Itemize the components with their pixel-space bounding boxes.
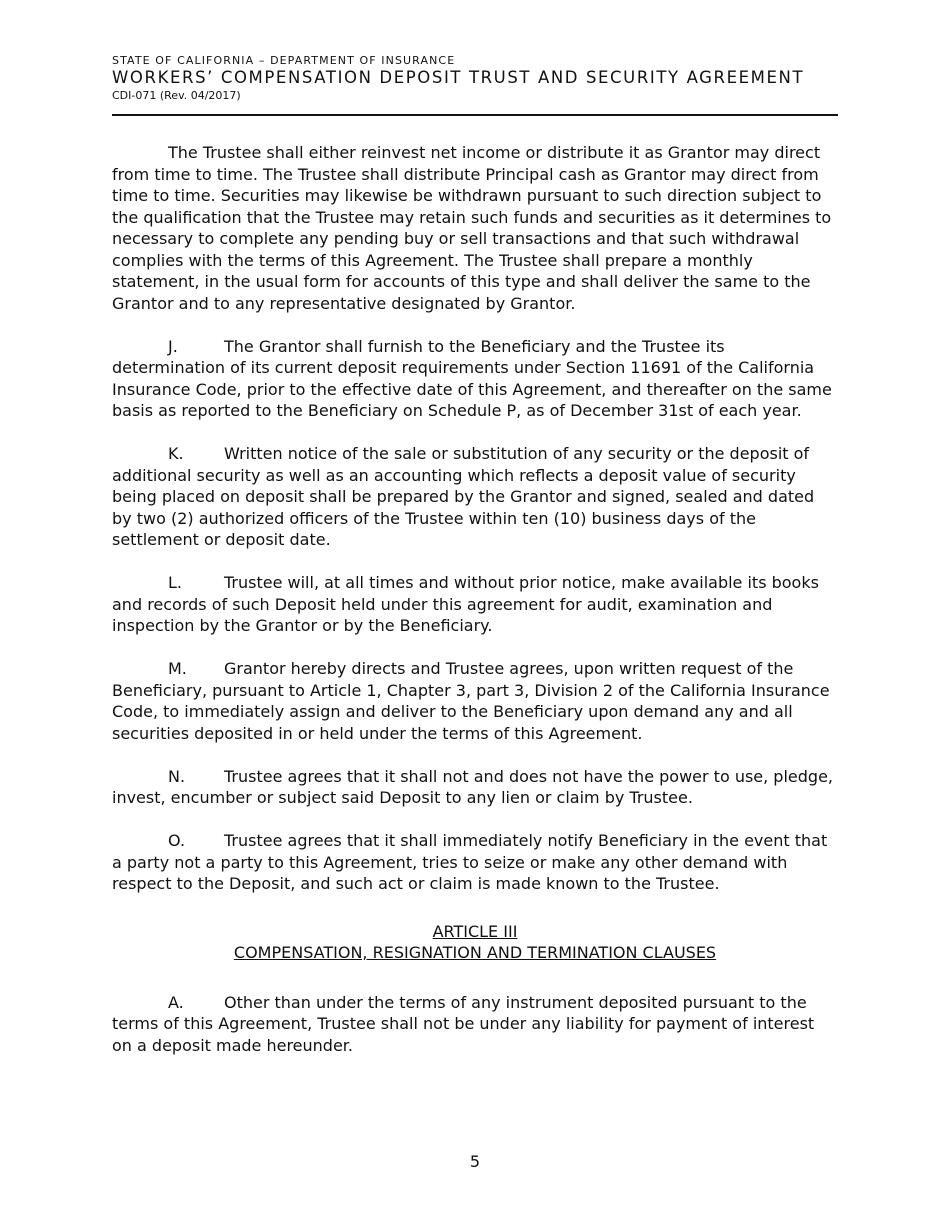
paragraph-n-letter: N. (168, 766, 186, 786)
paragraph-n-text: Trustee agrees that it shall not and does not have the power to use, pledge, invest, encumber or subject said Deposit to any lien or claim by Trustee. (112, 766, 833, 807)
article-paragraph-a-text: Other than under the terms of any instrument deposited pursuant to the terms of this Agreement, Trustee shall not be under any liability for payment of interest on a deposit made hereunder. (112, 992, 815, 1055)
paragraph-o-text: Trustee agrees that it shall immediately notify Beneficiary in the event that a party not a party to this Agreement, tries to seize or make any other demand with respect to the Deposit, and such act or claim is made known to the Trustee. (112, 831, 828, 893)
paragraph-intro (112, 142, 838, 314)
paragraph-l-letter: L. (168, 573, 182, 592)
paragraph-n (112, 766, 838, 809)
paragraph-m-text: Grantor hereby directs and Trustee agrees, upon written request of the Beneficiary, pursuant to Article 1, Chapter 3, part 3, Division 2 of the California Insurance Code, to immediately assign and deliver to the Beneficiary upon demand any and all securities deposited in or held under the terms of this Agreement. (112, 659, 830, 743)
article-paragraph-a-letter: A. (168, 992, 184, 1012)
paragraph-k-text: Written notice of the sale or substitution of any security or the deposit of additional security as well as an accounting which reflects a deposit value of security being placed on deposit shall be prepared by the Grantor and signed, sealed and dated by two (2) authorized officers of the Trustee within ten (10) business days of the settlement or deposit date. (112, 444, 815, 549)
header-divider (112, 114, 838, 116)
form-title: WORKERS’ COMPENSATION DEPOSIT TRUST AND SECURITY AGREEMENT (112, 68, 805, 87)
article-number-heading: ARTICLE III (432, 921, 518, 941)
paragraph-m (112, 658, 838, 744)
paragraph-j-letter: J. (168, 336, 178, 356)
page-number: 5 (469, 1152, 481, 1171)
article-title-heading: COMPENSATION, RESIGNATION AND TERMINATION CLAUSES (233, 943, 717, 962)
paragraph-o-letter: O. (168, 831, 186, 850)
page-header (112, 54, 838, 104)
agency-line: STATE OF CALIFORNIA – DEPARTMENT OF INSURANCE (112, 54, 456, 67)
paragraph-j (112, 336, 838, 422)
paragraph-l-text: Trustee will, at all times and without prior notice, make available its books and records of such Deposit held under this agreement for audit, examination and inspection by the Grantor or by the Beneficiary. (112, 573, 819, 635)
paragraph-intro-text: The Trustee shall either reinvest net income or distribute it as Grantor may direct from time to time. The Trustee shall distribute Principal cash as Grantor may direct from time to time. Securities may likewise be withdrawn pursuant to such direction subject to the qualification that the Trustee may retain such funds and securities as it determines to necessary to complete any pending buy or sell transactions and that such withdrawal complies with the terms of this Agreement. The Trustee shall prepare a monthly statement, in the usual form for accounts of this type and shall deliver the same to the Grantor and to any representative designated by Grantor. (112, 143, 832, 313)
paragraph-m-letter: M. (168, 659, 187, 678)
paragraph-o (112, 830, 838, 895)
paragraph-k-letter: K. (168, 444, 184, 463)
paragraph-k (112, 443, 838, 551)
article-paragraph-a (112, 992, 838, 1057)
form-number: CDI-071 (Rev. 04/2017) (112, 89, 241, 102)
paragraph-l (112, 572, 838, 637)
document-body (112, 142, 838, 1078)
paragraph-j-text: The Grantor shall furnish to the Beneficiary and the Trustee its determination of its current deposit requirements under Section 11691 of the California Insurance Code, prior to the effective date of this Agreement, and thereafter on the same basis as reported to the Beneficiary on Schedule P, as of December 31st of each year. (112, 336, 832, 420)
